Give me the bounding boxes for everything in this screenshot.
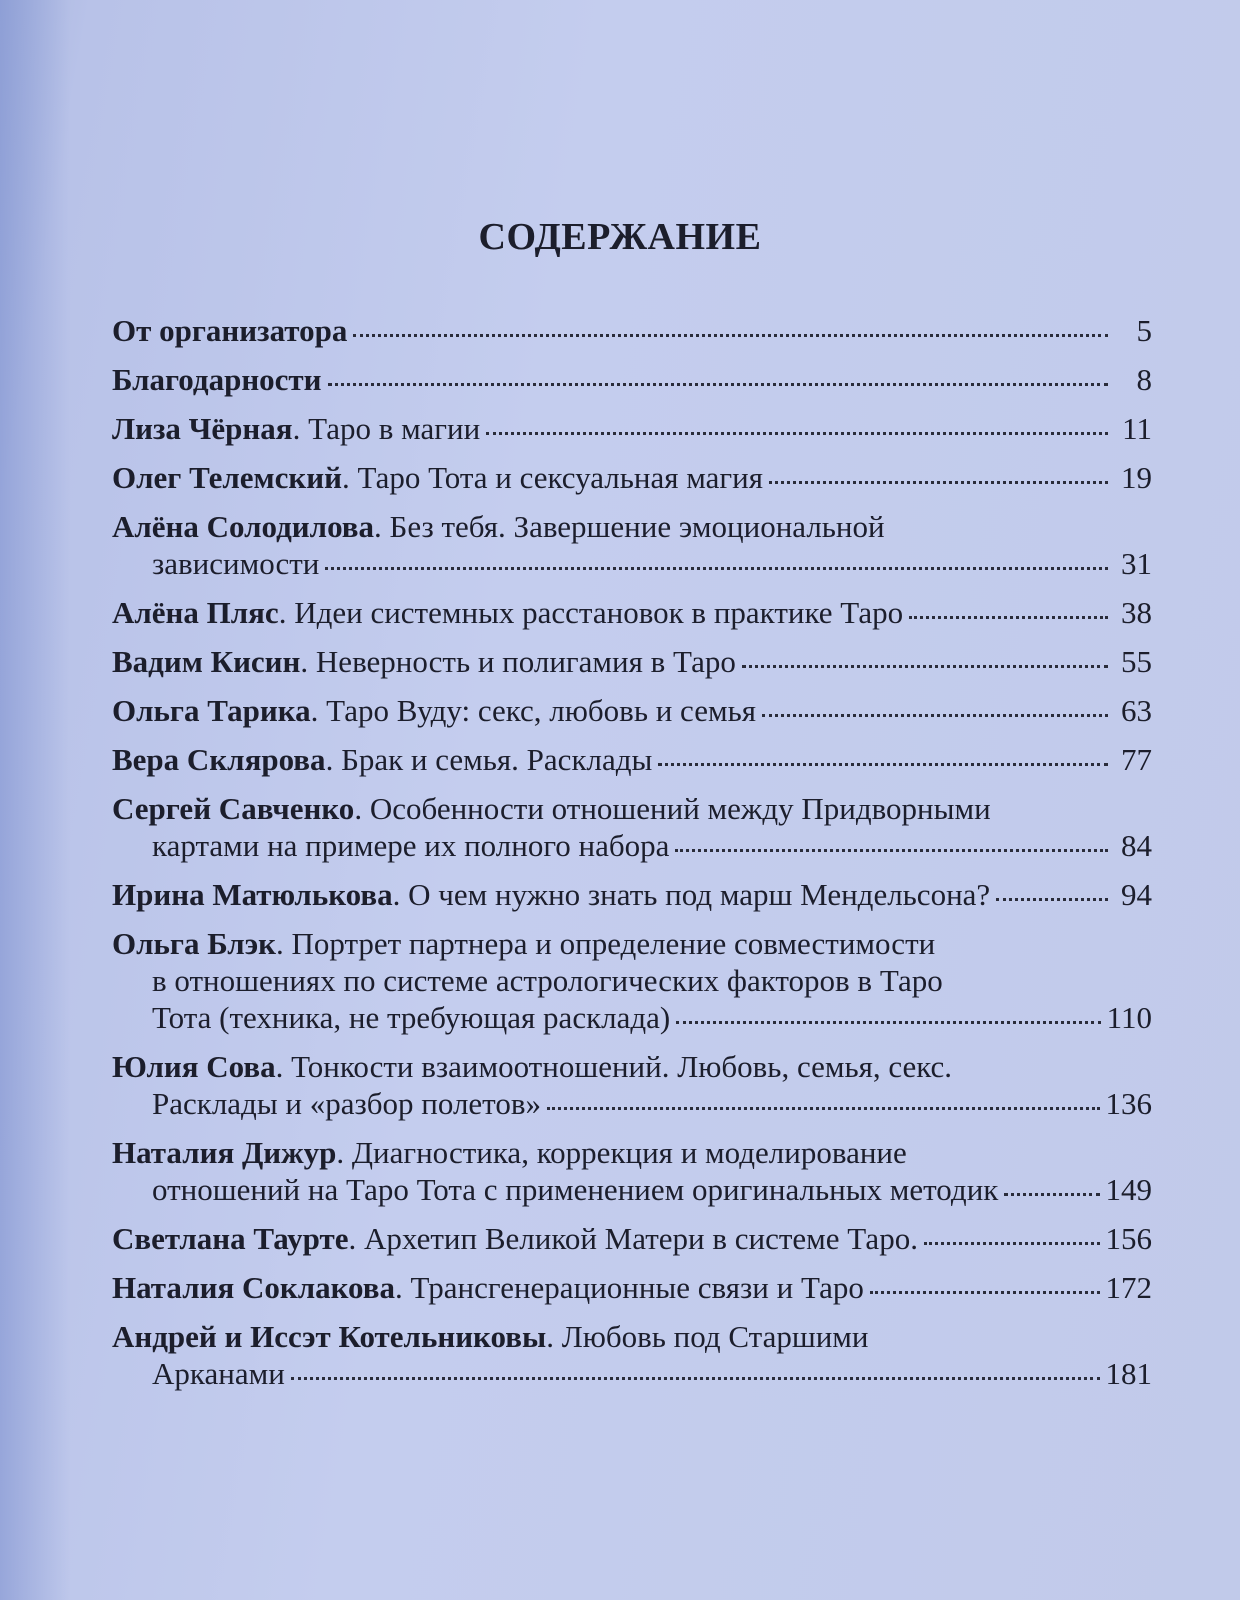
toc-entry: [112, 508, 1152, 582]
page-number: 84: [1121, 828, 1152, 863]
dot-leader: [486, 432, 1108, 435]
toc-entry: [112, 925, 1152, 1036]
toc-entry: [112, 361, 1152, 398]
toc-entry: [112, 1134, 1152, 1208]
dot-leader: [769, 481, 1108, 484]
toc-entry-line: [112, 459, 1152, 496]
entry-author: Алёна Солодилова: [112, 509, 375, 544]
entry-title: . Неверность и полигамия в Таро: [300, 644, 736, 679]
entry-title: . Диагностика, коррекция и моделирование: [336, 1135, 907, 1170]
dot-leader: [924, 1242, 1100, 1245]
dot-leader: [909, 616, 1108, 619]
entry-author: Ольга Тарика: [112, 693, 311, 728]
entry-author: Вера Склярова: [112, 742, 326, 777]
page-number: 55: [1121, 644, 1152, 679]
entry-title: Расклады и «разбор полетов»: [152, 1086, 541, 1121]
table-of-contents: [112, 312, 1152, 1404]
entry-title: . Идеи системных расстановок в практике Таро: [278, 595, 904, 630]
page-number: 156: [1105, 1221, 1152, 1256]
toc-entry: [112, 459, 1152, 496]
page-title: СОДЕРЖАНИЕ: [478, 216, 762, 258]
page-number: 94: [1121, 877, 1152, 912]
entry-title: . Таро Тота и сексуальная магия: [341, 460, 763, 495]
entry-title: . Таро в магии: [292, 411, 481, 446]
toc-entry-line: [112, 876, 1152, 913]
page-number: 38: [1121, 595, 1152, 630]
entry-author: Вадим Кисин: [112, 644, 301, 679]
page-number: 149: [1105, 1172, 1152, 1207]
dot-leader: [996, 898, 1108, 901]
dot-leader: [353, 334, 1108, 337]
entry-author: Олег Телемский: [112, 460, 342, 495]
page-number: 31: [1121, 546, 1152, 581]
toc-entry-line: [112, 925, 1152, 962]
toc-entry-line: [112, 962, 1152, 999]
entry-title: . О чем нужно знать под марш Мендельсона?: [392, 877, 991, 912]
toc-entry: [112, 594, 1152, 631]
dot-leader: [547, 1107, 1100, 1110]
entry-title: . Особенности отношений между Придворными: [354, 791, 991, 826]
toc-entry-line: [112, 1085, 1152, 1122]
toc-entry-line: [112, 1269, 1152, 1306]
entry-author: Сергей Савченко: [112, 791, 355, 826]
toc-entry: [112, 692, 1152, 729]
dot-leader: [742, 665, 1108, 668]
entry-author: Светлана Таурте: [112, 1221, 349, 1256]
dot-leader: [658, 763, 1108, 766]
page-number: 63: [1121, 693, 1152, 728]
dot-leader: [675, 849, 1108, 852]
toc-entry-line: [112, 1318, 1152, 1355]
toc-entry-line: [112, 827, 1152, 864]
toc-entry-line: [112, 643, 1152, 680]
page-number: 5: [1136, 313, 1152, 348]
toc-entry-line: [112, 1134, 1152, 1171]
entry-author: Алёна Пляс: [112, 595, 279, 630]
dot-leader: [328, 383, 1108, 386]
toc-entry-line: [112, 1171, 1152, 1208]
dot-leader: [291, 1377, 1100, 1380]
toc-entry-line: [112, 594, 1152, 631]
entry-title: . Трансгенерационные связи и Таро: [395, 1270, 864, 1305]
toc-entry: [112, 410, 1152, 447]
toc-entry-line: [112, 790, 1152, 827]
entry-author: Юлия Сова: [112, 1049, 276, 1084]
entry-author: Наталия Соклакова: [112, 1270, 396, 1305]
entry-title: . Архетип Великой Матери в системе Таро.: [348, 1221, 918, 1256]
toc-entry-line: [112, 545, 1152, 582]
entry-author: Ольга Блэк: [112, 926, 276, 961]
toc-entry-line: [112, 361, 1152, 398]
entry-author: Ирина Матюлькова: [112, 877, 393, 912]
toc-entry-line: [112, 1048, 1152, 1085]
entry-title: . Таро Вуду: секс, любовь и семья: [310, 693, 756, 728]
entry-title: Арканами: [152, 1356, 285, 1391]
dot-leader: [762, 714, 1108, 717]
toc-entry: [112, 1269, 1152, 1306]
page-number: 136: [1105, 1086, 1152, 1121]
toc-entry-line: [112, 999, 1152, 1036]
page-number: 172: [1105, 1270, 1152, 1305]
toc-entry-line: [112, 692, 1152, 729]
toc-entry-line: [112, 410, 1152, 447]
page-number: 181: [1105, 1356, 1152, 1391]
entry-title: . Без тебя. Завершение эмоциональной: [374, 509, 885, 544]
entry-author: Лиза Чёрная: [112, 411, 293, 446]
page-number: 11: [1122, 411, 1152, 446]
toc-entry-line: [112, 1220, 1152, 1257]
dot-leader: [870, 1291, 1100, 1294]
toc-entry: [112, 1318, 1152, 1392]
toc-entry-line: [112, 508, 1152, 545]
entry-title: в отношениях по системе астрологических факторов в Таро: [152, 963, 943, 998]
page-number: 77: [1121, 742, 1152, 777]
entry-title: отношений на Таро Тота с применением оригинальных методик: [152, 1172, 999, 1207]
page-number: 19: [1121, 460, 1152, 495]
toc-entry: [112, 312, 1152, 349]
toc-entry: [112, 876, 1152, 913]
entry-title: зависимости: [152, 546, 320, 581]
entry-title: . Любовь под Старшими: [546, 1319, 869, 1354]
page-number: 110: [1106, 1000, 1152, 1035]
toc-entry: [112, 1220, 1152, 1257]
toc-entry-line: [112, 1355, 1152, 1392]
entry-author: Благодарности: [112, 362, 322, 397]
toc-entry: [112, 643, 1152, 680]
entry-author: Наталия Дижур: [112, 1135, 337, 1170]
entry-author: Андрей и Иссэт Котельниковы: [112, 1319, 547, 1354]
entry-title: . Брак и семья. Расклады: [325, 742, 653, 777]
toc-entry: [112, 741, 1152, 778]
entry-title: картами на примере их полного набора: [152, 828, 670, 863]
dot-leader: [676, 1021, 1100, 1024]
entry-author: От организатора: [112, 313, 348, 348]
entry-title: . Тонкости взаимоотношений. Любовь, семья, секс.: [275, 1049, 953, 1084]
entry-title: Тота (техника, не требующая расклада): [152, 1000, 671, 1035]
dot-leader: [1004, 1193, 1099, 1196]
entry-title: . Портрет партнера и определение совместимости: [275, 926, 936, 961]
toc-entry-line: [112, 741, 1152, 778]
page-number: 8: [1136, 362, 1152, 397]
toc-entry: [112, 790, 1152, 864]
toc-entry-line: [112, 312, 1152, 349]
toc-entry: [112, 1048, 1152, 1122]
dot-leader: [325, 567, 1108, 570]
